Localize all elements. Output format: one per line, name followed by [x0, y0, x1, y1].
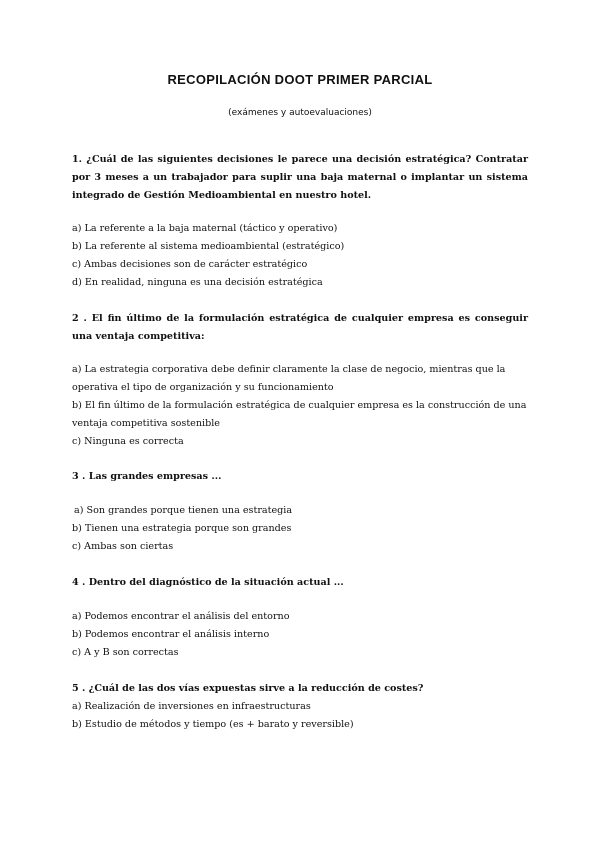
question-2: 2 . El fin último de la formulación estratégica de cualquier empresa es conseguir una ventaja competitiva:	[72, 313, 528, 342]
document-subtitle: (exámenes y autoevaluaciones)	[228, 108, 372, 118]
question-4-option-b: b) Podemos encontrar el análisis interno	[72, 629, 270, 640]
question-5-option-b: b) Estudio de métodos y tiempo (es + barato y reversible)	[72, 719, 354, 730]
question-1-option-a: a) La referente a la baja maternal (táctico y operativo)	[72, 223, 338, 234]
question-3-option-c: c) Ambas son ciertas	[72, 541, 174, 552]
question-2-option-b: b) El fin último de la formulación estratégica de cualquier empresa es la construcción de una ventaja competitiva sostenible	[72, 400, 527, 429]
question-2-option-c: c) Ninguna es correcta	[72, 436, 184, 447]
question-1: 1. ¿Cuál de las siguientes decisiones le parece una decisión estratégica? Contratar por 3 meses a un trabajador para suplir una baja maternal o implantar un sistema integrado de Gestión Medioambiental en nuestro hotel.	[72, 154, 528, 201]
question-1-option-d: d) En realidad, ninguna es una decisión estratégica	[72, 277, 323, 288]
question-3-option-a: a) Son grandes porque tienen una estrategia	[74, 505, 293, 516]
question-3: 3 . Las grandes empresas ...	[72, 471, 222, 482]
question-2-option-a: a) La estrategia corporativa debe definir claramente la clase de negocio, mientras que la operativa el tipo de organización y su funcionamiento	[72, 364, 506, 393]
question-5: 5 . ¿Cuál de las dos vías expuestas sirve a la reducción de costes?	[72, 683, 424, 694]
question-1-option-c: c) Ambas decisiones son de carácter estratégico	[72, 259, 308, 270]
question-4-option-c: c) A y B son correctas	[72, 647, 179, 658]
question-5-option-a: a) Realización de inversiones en infraestructuras	[72, 701, 311, 712]
question-1-option-b: b) La referente al sistema medioambiental (estratégico)	[72, 241, 345, 252]
question-4: 4 . Dentro del diagnóstico de la situación actual ...	[72, 577, 344, 588]
question-4-option-a: a) Podemos encontrar el análisis del entorno	[72, 611, 290, 622]
question-3-option-b: b) Tienen una estrategia porque son grandes	[72, 523, 292, 534]
document-title: RECOPILACIÓN DOOT PRIMER PARCIAL	[167, 72, 433, 87]
